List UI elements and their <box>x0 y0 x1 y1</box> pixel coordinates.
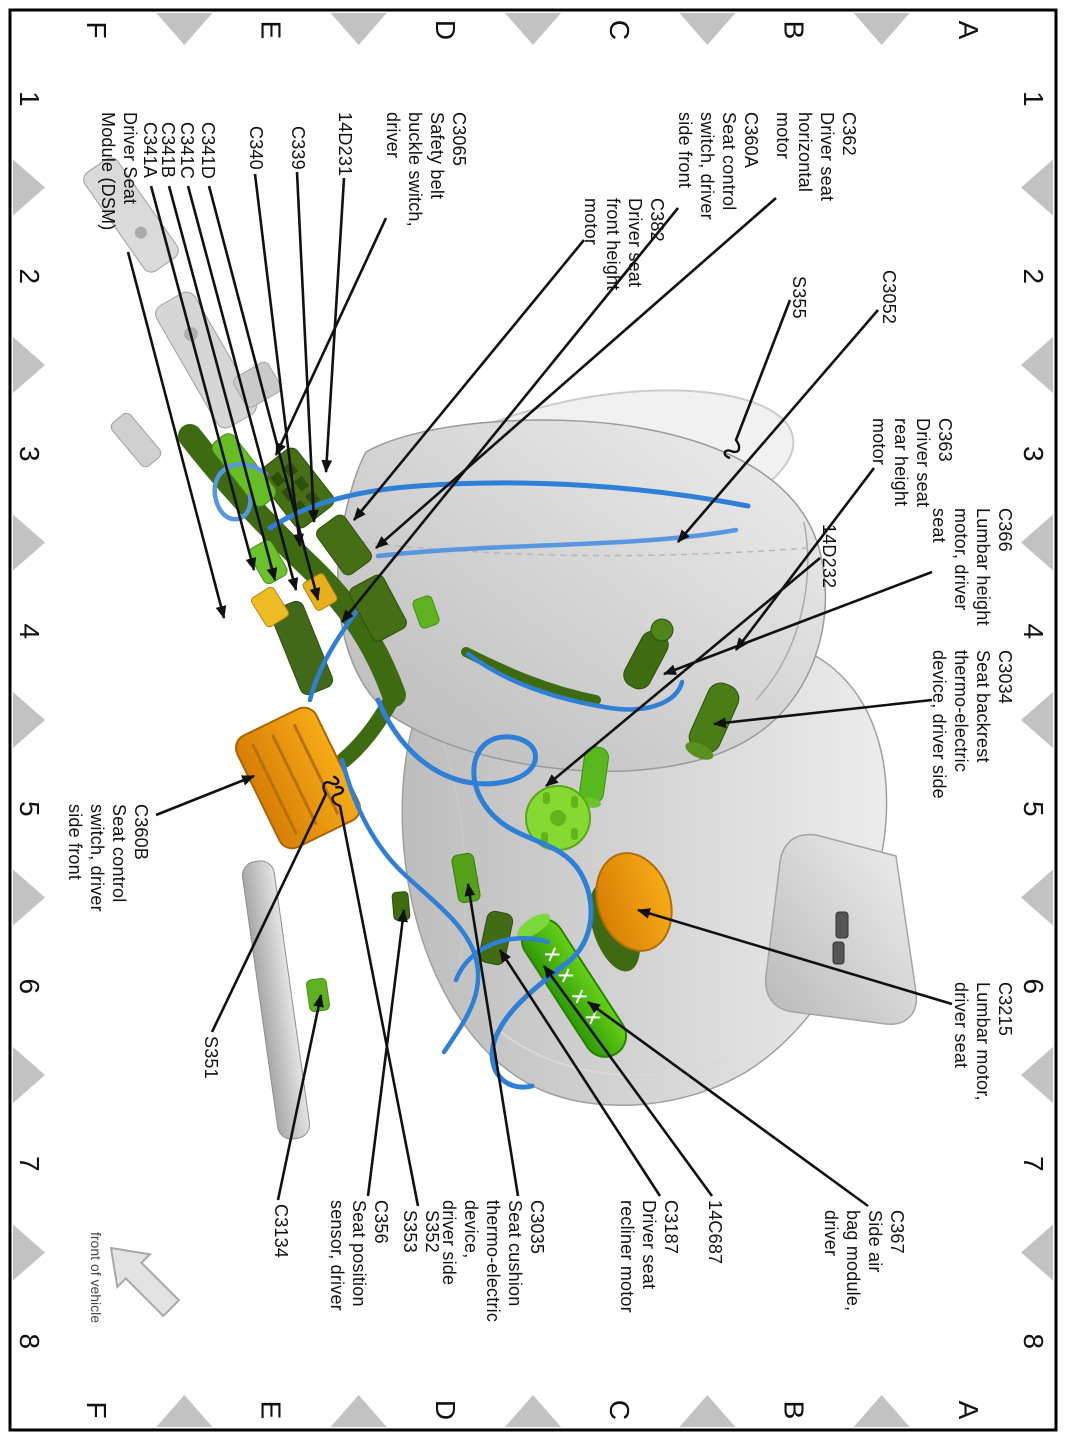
callout-c3034 <box>928 650 1016 799</box>
callout-desc-line: driver <box>383 112 403 159</box>
callout-c356 <box>326 1200 392 1311</box>
grid-marker <box>505 13 561 45</box>
callout-desc-line: Driver seat <box>913 418 933 508</box>
grid-letter-F: F <box>81 1401 113 1419</box>
callout-code: 14C687 <box>705 1200 725 1265</box>
callout-code: C356 <box>371 1200 391 1244</box>
grid-number-7: 7 <box>14 1155 45 1172</box>
callout-desc-line: rear height <box>891 418 911 507</box>
callout-code: S352 <box>422 1210 442 1253</box>
callout-code: C363 <box>935 418 955 462</box>
callout-code: C3052 <box>879 270 899 325</box>
callout-desc-line: Driver seat <box>625 198 645 288</box>
side-trim-panel <box>766 834 917 1024</box>
callout-desc-line: motor <box>581 198 601 246</box>
grid-marker <box>13 692 45 748</box>
callout-c366 <box>928 508 1016 626</box>
callout-desc-line: Seat backrest <box>973 650 993 763</box>
grid-number-5: 5 <box>14 800 45 817</box>
grid-letter-E: E <box>255 1400 287 1420</box>
callout-code: C367 <box>887 1210 907 1254</box>
callout-c341a <box>139 122 161 178</box>
callout-desc-line: switch, driver <box>87 804 107 912</box>
grid-letter-D: D <box>429 19 461 41</box>
callout-desc-line: driver seat <box>951 982 971 1069</box>
callout-14c687 <box>704 1200 726 1264</box>
callout-desc-line: Lumbar motor, <box>973 982 993 1101</box>
leader-line-c356 <box>368 910 404 1196</box>
callout-desc-line: horizontal <box>795 112 815 193</box>
grid-number-8: 8 <box>1018 1333 1049 1350</box>
callout-code: C341A <box>140 122 160 179</box>
front-of-vehicle-arrow-icon <box>111 1248 179 1316</box>
grid-number-3: 3 <box>14 445 45 462</box>
leader-line-c3065 <box>276 218 386 455</box>
grid-marker <box>505 1395 561 1427</box>
callout-code: C360A <box>741 112 761 169</box>
callout-14d231 <box>334 112 356 176</box>
grid-marker <box>854 13 910 45</box>
callout-code: C341B <box>158 122 178 179</box>
grid-marker <box>13 337 45 393</box>
leader-line-14d231 <box>326 178 344 472</box>
callout-c341d <box>197 122 219 179</box>
grid-letter-E: E <box>255 20 287 40</box>
callout-desc-line: Side air <box>865 1210 885 1273</box>
grid-number-4: 4 <box>14 623 45 640</box>
grid-marker <box>156 1395 212 1427</box>
grid-letter-C: C <box>604 1399 636 1421</box>
callout-desc-line: device, <box>461 1200 481 1259</box>
grid-marker <box>13 1047 45 1103</box>
callout-desc-line: side front <box>675 112 695 189</box>
grid-marker <box>679 1395 735 1427</box>
callout-desc-line: thermo-electric <box>483 1200 503 1323</box>
grid-marker <box>156 13 212 45</box>
grid-marker <box>1021 1047 1053 1103</box>
callout-c340 <box>245 126 267 170</box>
callout-desc-line: bag module, <box>843 1210 863 1312</box>
callout-desc-line: driver <box>821 1210 841 1257</box>
callout-desc-line: S353 <box>400 1210 420 1253</box>
grid-marker <box>1021 870 1053 926</box>
grid-marker <box>1021 515 1053 571</box>
callout-c363 <box>868 418 956 507</box>
callout-code: C366 <box>995 508 1015 552</box>
callout-desc-line: Lumbar height <box>973 508 993 626</box>
grid-letter-D: D <box>429 1399 461 1421</box>
callout-desc-line: Safety belt <box>427 112 447 200</box>
grid-number-6: 6 <box>1018 978 1049 995</box>
grid-marker <box>13 160 45 216</box>
callout-desc-line: motor, driver <box>951 508 971 611</box>
grid-number-5: 5 <box>1018 800 1049 817</box>
callout-desc-line: sensor, driver <box>327 1200 347 1311</box>
grid-marker <box>679 13 735 45</box>
grid-marker <box>1021 1225 1053 1281</box>
callout-desc-line: Seat cushion <box>505 1200 525 1307</box>
grid-number-2: 2 <box>1018 268 1049 285</box>
callout-c3065 <box>382 112 470 227</box>
callout-desc-line: thermo-electric <box>951 650 971 773</box>
callout-c360a <box>674 112 762 220</box>
grid-marker <box>1021 337 1053 393</box>
callout-c362 <box>772 112 860 201</box>
callout-desc-line: recliner motor <box>617 1200 637 1313</box>
callout-desc-line: Seat control <box>719 112 739 211</box>
callout-desc-line: buckle switch, <box>405 112 425 227</box>
callout-code: Driver Seat <box>120 112 140 205</box>
callout-c382 <box>580 198 668 290</box>
callout-c3215 <box>950 982 1016 1101</box>
callout-code: C3065 <box>449 112 469 167</box>
callout-dsm <box>97 112 141 230</box>
callout-code: C3215 <box>995 982 1015 1037</box>
callout-desc-line: Seat control <box>109 804 129 903</box>
callout-14d232 <box>818 524 840 588</box>
grid-number-7: 7 <box>1018 1155 1049 1172</box>
belt-buckle-bracket <box>109 411 163 469</box>
callout-desc-line: driver side <box>439 1200 459 1286</box>
callout-code: C339 <box>288 126 308 170</box>
callout-s355 <box>788 276 810 319</box>
callout-code: 14D231 <box>335 112 355 177</box>
grid-marker <box>1021 692 1053 748</box>
callout-code: 14D232 <box>819 524 839 589</box>
callout-desc-line: motor <box>869 418 889 466</box>
callout-code: C341D <box>198 122 218 180</box>
callout-desc-line: front height <box>603 198 623 291</box>
callout-code: C382 <box>647 198 667 242</box>
grid-number-1: 1 <box>1018 90 1049 107</box>
callout-code: C3034 <box>995 650 1015 705</box>
callout-code: S355 <box>789 276 809 319</box>
grid-number-1: 1 <box>14 90 45 107</box>
callout-code: C360B <box>131 804 151 861</box>
callout-desc-line: switch, driver <box>697 112 717 220</box>
grid-marker <box>331 13 387 45</box>
callout-c339 <box>287 126 309 170</box>
callout-s352-s353 <box>399 1210 443 1253</box>
grid-marker <box>331 1395 387 1427</box>
callout-desc-line: Seat position <box>349 1200 369 1307</box>
grid-letter-F: F <box>81 21 113 39</box>
grid-number-8: 8 <box>14 1333 45 1350</box>
grid-letter-C: C <box>604 19 636 41</box>
grid-marker <box>13 870 45 926</box>
callout-c3035 <box>438 1200 548 1322</box>
callout-code: C340 <box>246 126 266 170</box>
grid-number-6: 6 <box>14 978 45 995</box>
grid-letter-B: B <box>778 20 810 40</box>
callout-s351 <box>200 1036 222 1079</box>
callout-desc-line: side front <box>65 804 85 881</box>
grid-letter-A: A <box>952 1400 984 1420</box>
callout-c367 <box>820 1210 908 1311</box>
callout-code: C362 <box>839 112 859 156</box>
callout-desc-line: seat <box>929 508 949 543</box>
callout-code: C3187 <box>661 1200 681 1255</box>
callout-code: C341C <box>177 122 197 180</box>
callout-c341c <box>176 122 198 179</box>
grid-letter-A: A <box>952 20 984 40</box>
grid-number-2: 2 <box>14 268 45 285</box>
callout-desc-line: Driver seat <box>639 1200 659 1290</box>
grid-number-4: 4 <box>1018 623 1049 640</box>
grid-marker <box>1021 160 1053 216</box>
callout-code: C3134 <box>271 1204 291 1259</box>
callout-code: S351 <box>201 1036 221 1079</box>
leader-line-c360b <box>156 776 254 815</box>
callout-c3187 <box>616 1200 682 1313</box>
seat-position-sensor <box>392 891 410 920</box>
front-of-vehicle-label: front of vehicle <box>88 1232 104 1324</box>
callout-desc-line: motor <box>773 112 793 160</box>
callout-desc-line: device, driver side <box>929 650 949 799</box>
callout-c3052 <box>878 270 900 324</box>
callout-c3134 <box>270 1204 292 1258</box>
grid-letter-B: B <box>778 1400 810 1420</box>
callout-c360b <box>64 804 152 912</box>
callout-desc-line: Module (DSM) <box>98 112 118 231</box>
grid-marker <box>854 1395 910 1427</box>
callout-code: C3035 <box>527 1200 547 1255</box>
grid-number-3: 3 <box>1018 445 1049 462</box>
grid-marker <box>13 1225 45 1281</box>
callout-desc-line: Driver seat <box>817 112 837 202</box>
grid-marker <box>13 515 45 571</box>
